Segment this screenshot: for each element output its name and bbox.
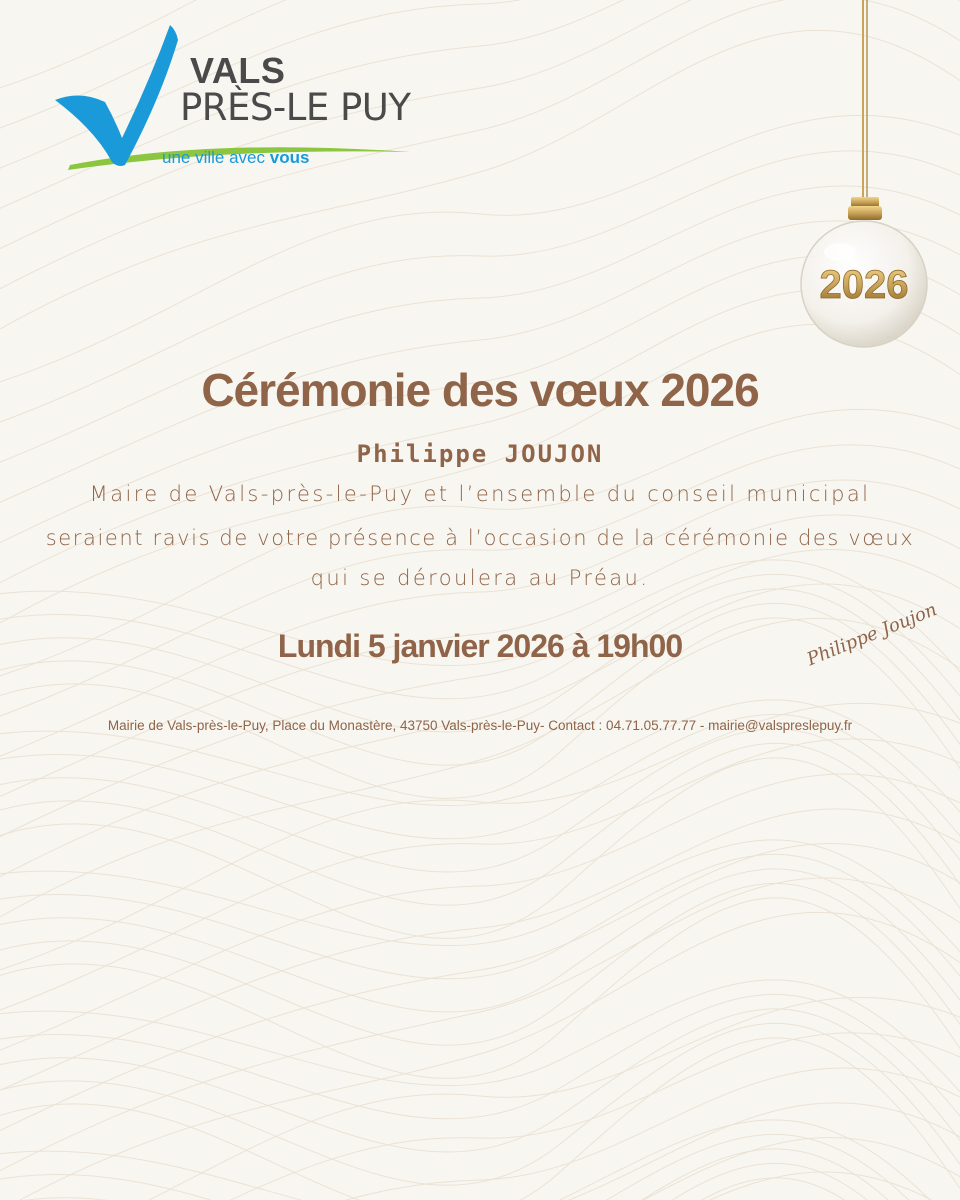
town-logo — [50, 20, 440, 180]
invitation-text-line-2: seraient ravis de votre présence à l’occasion de la cérémonie des vœux — [45, 526, 915, 550]
ornament-year: 2026 — [819, 263, 909, 307]
invitation-text-line-3: qui se déroulera au Préau. — [310, 566, 650, 590]
host-name: Philippe JOUJON — [356, 440, 604, 468]
ceremony-title: Cérémonie des vœux 2026 — [201, 364, 759, 416]
logo-tagline-emphasis: vous — [269, 148, 310, 167]
logo-tagline-prefix: une ville avec — [162, 148, 270, 167]
logo-name-line2: PRÈS-LE PUY — [180, 86, 411, 129]
event-date: Lundi 5 janvier 2026 à 19h00 — [277, 628, 683, 664]
invitation-text-line-1: Maire de Vals-près-le-Puy et l’ensemble du conseil municipal — [89, 482, 871, 506]
christmas-bauble-icon — [790, 0, 940, 360]
logo-tagline — [162, 148, 309, 168]
contact-footer: Mairie de Vals-près-le-Puy, Place du Monastère, 43750 Vals-près-le-Puy- Contact : 04.71.05.77.77 - mairie@valspreslepuy.fr — [107, 718, 853, 733]
logo-name-line1: VALS — [190, 50, 286, 91]
mayor-signature: Philippe Joujon — [804, 599, 940, 671]
